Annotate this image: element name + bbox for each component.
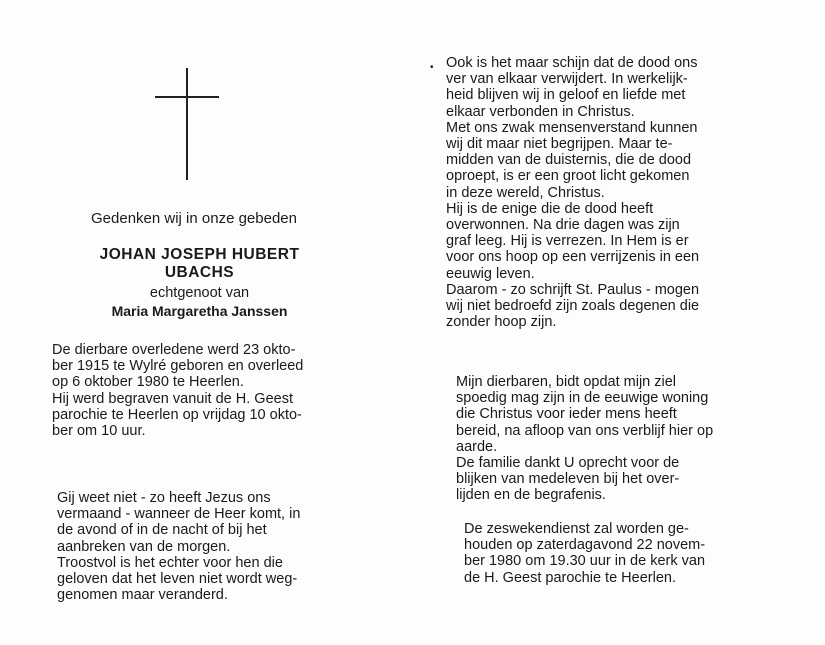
spouse-name: Maria Margaretha Janssen [111, 303, 288, 319]
right-panel [412, 0, 825, 645]
prayer-thanks-paragraph: Mijn dierbaren, bidt opdat mijn ziel spoedig mag zijn in de eeuwige woning die Christus voor ieder mens heeft bereid, na afloop van ons verblijf hier op aarde. De familie dankt U oprecht voor de blijken van medeleven bij het over- lijden en de begrafenis. [456, 374, 714, 504]
left-panel [0, 0, 412, 645]
deceased-name-line1: JOHAN JOSEPH HUBERT [99, 246, 300, 263]
scripture-quote: Gij weet niet - zo heeft Jezus ons vermaand - wanneer de Heer komt, in de avond of in de nacht of bij het aanbreken van de morgen. Troostvol is het echter voor hen die geloven dat het leven niet wordt weg- genomen maar veranderd. [57, 490, 301, 604]
deceased-name [72, 246, 327, 282]
memorial-service-paragraph: De zeswekendienst zal worden ge- houden op zaterdagavond 22 novem- ber 1980 om 19.30 uur in de kerk van de H. Geest parochie te Heerlen. [464, 521, 706, 586]
death-notice: De dierbare overledene werd 23 okto- ber 1915 te Wylré geboren en overleed op 6 oktober 1980 te Heerlen. Hij werd begraven vanuit de H. Geest parochie te Heerlen op vrijdag 10 okto- ber om 10 uur. [52, 342, 304, 440]
spouse-label: echtgenoot van [149, 285, 250, 301]
cross-icon [155, 68, 219, 180]
prayer-heading: Gedenken wij in onze gebeden [91, 210, 297, 227]
deceased-name-line2: UBACHS [164, 264, 235, 281]
reflection-paragraph: Ook is het maar schijn dat de dood ons ver van elkaar verwijdert. In werkelijk- heid blijven wij in geloof en liefde met elkaar verbonden in Christus. Met ons zwak mensenverstand kunnen wij dit maar niet begrijpen. Maar te- midden van de duisternis, die de dood oproept, is er een groot licht gekomen in deze wereld, Christus. Hij is de enige die de dood heeft overwonnen. Na drie dagen was zijn graf leeg. Hij is verrezen. In Hem is er voor ons hoop op een verrijzenis in een eeuwig leven. Daarom - zo schrijft St. Paulus - mogen wij niet bedroefd zijn zoals degenen die zonder hoop zijn. [446, 55, 700, 331]
bullet-icon: • [430, 62, 434, 73]
